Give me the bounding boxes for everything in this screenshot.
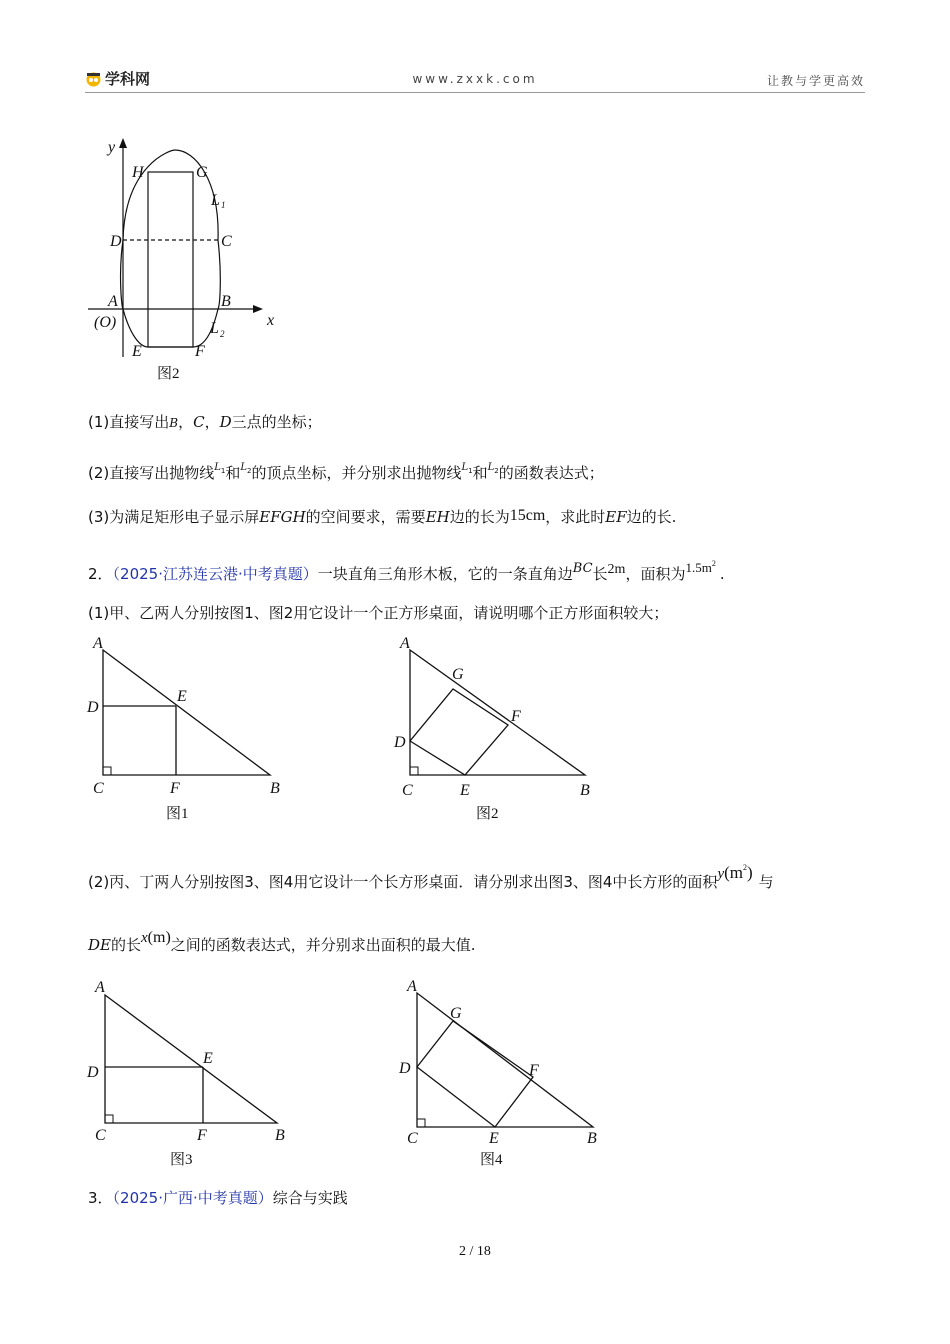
figure-4-rectangle-in-triangle	[395, 975, 610, 1147]
label-O: (O)	[94, 314, 117, 331]
label-C: C	[407, 1130, 418, 1147]
question-2-source-tag[interactable]: （2025·江苏连云港·中考真题）	[112, 565, 318, 583]
question-3-stem: 3．（2025·广西·中考真题）综合与实践	[88, 1189, 348, 1207]
label-G: G	[452, 666, 464, 683]
label-y: y	[108, 139, 116, 156]
rectangle-DEFG	[417, 1021, 533, 1127]
label-A: A	[108, 293, 118, 310]
question-2-part-1: (1)甲、乙两人分别按图1、图2用它设计一个正方形桌面，请说明哪个正方形面积较大；	[88, 604, 669, 622]
rectangle-EFGH	[148, 172, 193, 347]
y-axis-arrow	[119, 138, 127, 148]
label-B: B	[270, 780, 280, 797]
label-A: A	[407, 978, 417, 995]
triangle-ABC	[410, 650, 585, 775]
figure-2-caption: 图2	[476, 806, 499, 822]
question-2-part-2-line-1: (2)丙、丁两人分别按图3、图4用它设计一个长方形桌面．请分别求出图3、图4中长方形的面积$y(m^2)$ 与	[88, 863, 774, 891]
label-H: H	[132, 164, 144, 181]
label-A: A	[95, 979, 105, 996]
triangle-ABC	[105, 995, 277, 1123]
label-F: F	[529, 1062, 539, 1079]
label-E: E	[132, 343, 142, 360]
label-E: E	[460, 782, 470, 799]
label-D: D	[394, 734, 406, 751]
label-E: E	[489, 1130, 499, 1147]
label-C: C	[221, 233, 232, 250]
label-B: B	[221, 293, 231, 310]
figure-3-caption: 图3	[170, 1152, 193, 1168]
label-A: A	[93, 635, 103, 652]
page-header	[85, 66, 865, 93]
right-angle-mark	[417, 1119, 425, 1127]
question-2-stem: 2．（2025·江苏连云港·中考真题）一块直角三角形木板，它的一条直角边BC长2m，面积为$1.5m^2$.	[88, 559, 725, 583]
label-D: D	[110, 233, 122, 250]
question-1-part-2: (2)直接写出抛物线$^{L1}$和$^{L2}$的顶点坐标，并分别求出抛物线$^{L1}$和$^{L2}$的函数表达式；	[88, 462, 604, 482]
label-F: F	[195, 343, 205, 360]
slogan: 让教与学更高效	[766, 74, 865, 88]
figure-3-rectangle-in-triangle	[85, 975, 300, 1144]
question-3-source-tag[interactable]: （2025·广西·中考真题）	[112, 1189, 273, 1207]
figure-parabola-diagram	[80, 135, 280, 360]
site-url[interactable]: www.zxxk.com	[412, 72, 538, 86]
label-G: G	[450, 1005, 462, 1022]
figure-caption: 图2	[157, 366, 180, 382]
parabola-L2	[123, 309, 218, 347]
right-angle-mark	[410, 767, 418, 775]
label-C: C	[93, 780, 104, 797]
figure-1-square-in-triangle	[85, 635, 295, 795]
label-F: F	[511, 708, 521, 725]
label-C: C	[402, 782, 413, 799]
figure-4-caption: 图4	[480, 1152, 503, 1168]
label-C: C	[95, 1127, 106, 1144]
right-angle-mark	[103, 767, 111, 775]
question-1-part-3: (3)为满足矩形电子显示屏EFGH的空间要求，需要EH边的长为15cm，求此时EF边的长.	[88, 507, 677, 526]
question-2-part-2-line-2: DE的长x(m)之间的函数表达式，并分别求出面积的最大值.	[88, 929, 476, 954]
triangle-ABC	[417, 993, 593, 1127]
label-L2-sub: 2	[220, 329, 225, 339]
label-E: E	[203, 1050, 213, 1067]
triangle-ABC	[103, 650, 270, 775]
label-L1: L	[211, 192, 220, 209]
label-x: x	[267, 312, 275, 329]
label-G: G	[196, 164, 208, 181]
right-angle-mark	[105, 1115, 113, 1123]
label-B: B	[580, 782, 590, 799]
label-B: B	[587, 1130, 597, 1147]
square-DEFG	[410, 689, 508, 775]
x-axis-arrow	[253, 305, 263, 313]
figure-2-square-in-triangle	[390, 635, 605, 799]
label-F: F	[197, 1127, 207, 1144]
label-L2: L	[210, 320, 219, 337]
label-D: D	[87, 1064, 99, 1081]
question-1-part-1: (1)直接写出B，C，D三点的坐标；	[88, 413, 322, 431]
label-F: F	[170, 780, 180, 797]
label-D: D	[399, 1060, 411, 1077]
label-D: D	[87, 699, 99, 716]
label-A: A	[400, 635, 410, 652]
label-L1-sub: 1	[221, 200, 226, 210]
label-B: B	[275, 1127, 285, 1144]
page-number: 2 / 18	[459, 1244, 491, 1259]
logo-text: 学科网	[105, 70, 151, 88]
figure-1-caption: 图1	[166, 806, 189, 822]
label-E: E	[177, 688, 187, 705]
